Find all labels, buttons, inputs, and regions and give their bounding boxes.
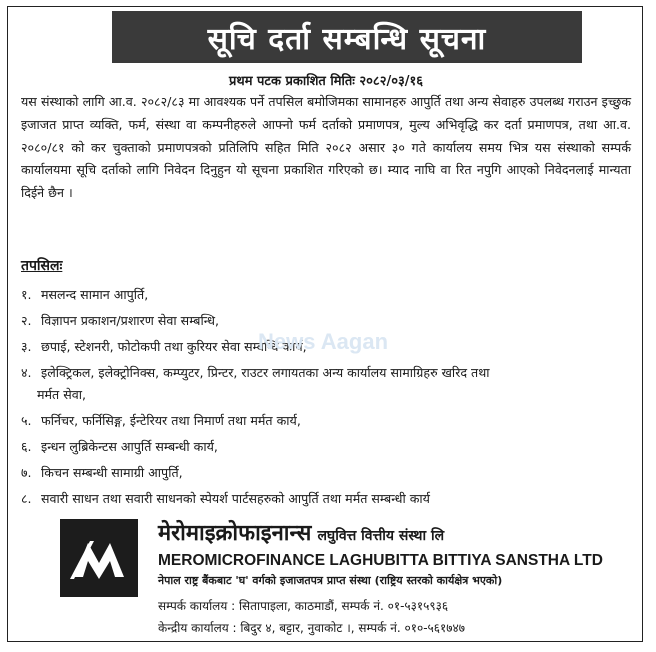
org-name-suffix: लघुवित्त वित्तीय संस्था लि xyxy=(317,528,445,544)
org-logo xyxy=(60,519,138,597)
item-text: छपाई, स्टेशनरी, फोटोकपी तथा कुरियर सेवा सम्बन्धि कार्य, xyxy=(41,339,307,354)
item-list xyxy=(21,284,631,514)
item-number: १. xyxy=(21,287,32,302)
item-text: फर्निचर, फर्निसिङ्ग, ईन्टेरियर तथा निमार्ण तथा मर्मत कार्य, xyxy=(41,413,301,428)
item-number: ४. xyxy=(21,365,32,380)
list-item xyxy=(21,336,631,358)
item-number: ७. xyxy=(21,465,32,480)
watermark: News Aagan xyxy=(258,329,389,354)
notice-frame xyxy=(7,6,643,642)
item-number: ३. xyxy=(21,339,32,354)
contact-office: सम्पर्क कार्यालय : सितापाइला, काठमाडौं, सम्पर्क नं. ०१-५३१५९३६ xyxy=(158,599,449,613)
list-item xyxy=(21,410,631,432)
list-item xyxy=(21,488,631,510)
item-text: मसलन्द सामान आपुर्ति, xyxy=(41,287,149,302)
first-published-date: प्रथम पटक प्रकाशित मितिः २०८२/०३/१६ xyxy=(229,74,423,89)
logo-m-icon xyxy=(60,519,138,597)
item-number: ५. xyxy=(21,413,32,428)
item-text: विज्ञापन प्रकाशन/प्रशारण सेवा सम्बन्धि, xyxy=(41,313,219,328)
item-text: सवारी साधन तथा सवारी साधनको स्पेयर्श पार्टसहरुको आपुर्ति तथा मर्मत सम्बन्धी कार्य xyxy=(41,491,430,506)
list-item xyxy=(21,284,631,306)
org-name-nepali xyxy=(158,517,444,547)
item-number: २. xyxy=(21,313,32,328)
item-text: किचन सम्बन्धी सामाग्री आपुर्ति, xyxy=(41,465,183,480)
list-item xyxy=(21,362,631,406)
item-number: ८. xyxy=(21,491,32,506)
list-item xyxy=(21,310,631,332)
item-text: इलेक्ट्रिकल, इलेक्ट्रोनिक्स, कम्प्युटर, प्रिन्टर, राउटर लगायतका अन्य कार्यालय सामाग्रिहरु खरिद तथा xyxy=(41,365,490,380)
item-text-continued: मर्मत सेवा, xyxy=(37,387,87,402)
org-license-line: नेपाल राष्ट्र बैंकबाट 'घ' वर्गको इजाजतपत्र प्राप्त संस्था (राष्ट्रिय स्तरको कार्यक्षेत्र भएको) xyxy=(158,574,503,587)
list-item xyxy=(21,436,631,458)
item-number: ६. xyxy=(21,439,32,454)
org-name-main: मेरोमाइक्रोफाइनान्स xyxy=(158,521,312,546)
list-item xyxy=(21,462,631,484)
notice-body: यस संस्थाको लागि आ.व. २०८२/८३ मा आवश्यक पर्ने तपसिल बमोजिमका सामानहरु आपुर्ति तथा अन्य सेवाहरु उपलब्ध गराउन इच्छुक इजाजत प्राप्त व्यक्ति, फर्म, संस्था वा कम्पनीहरुले आफ्नो फर्म दर्ताको प्रमाणपत्र, मुल्य अभिवृद्धि कर दर्ता प्रमाणपत्र, तथा आ.व. २०८०/८१ को कर चुक्ताको प्रमाणपत्रको प्रतिलिपि सहित मिति २०८२ असार ३० गते कार्यालय समय भित्र यस संस्थाको सम्पर्क कार्यालयमा सूचि दर्ताको लागि निवेदन दिनुहुन यो सूचना प्रकाशित गरिएको छ। म्याद नाघि वा रित नपुगि आएको निवेदनलाई मान्यता दिईने छैन । xyxy=(21,94,631,201)
notice-title: सूचि दर्ता सम्बन्धि सूचना xyxy=(112,11,582,63)
org-name-english: MEROMICROFINANCE LAGHUBITTA BITTIYA SANSTHA LTD xyxy=(158,552,603,569)
item-text: इन्धन लुब्रिकेन्टस आपुर्ति सम्बन्धी कार्य, xyxy=(41,439,218,454)
details-heading: तपसिलः xyxy=(21,258,63,274)
central-office: केन्द्रीय कार्यालय : बिदुर ४, बट्टार, नुवाकोट ।, सम्पर्क नं. ०१०-५६१७४७ xyxy=(158,621,465,635)
